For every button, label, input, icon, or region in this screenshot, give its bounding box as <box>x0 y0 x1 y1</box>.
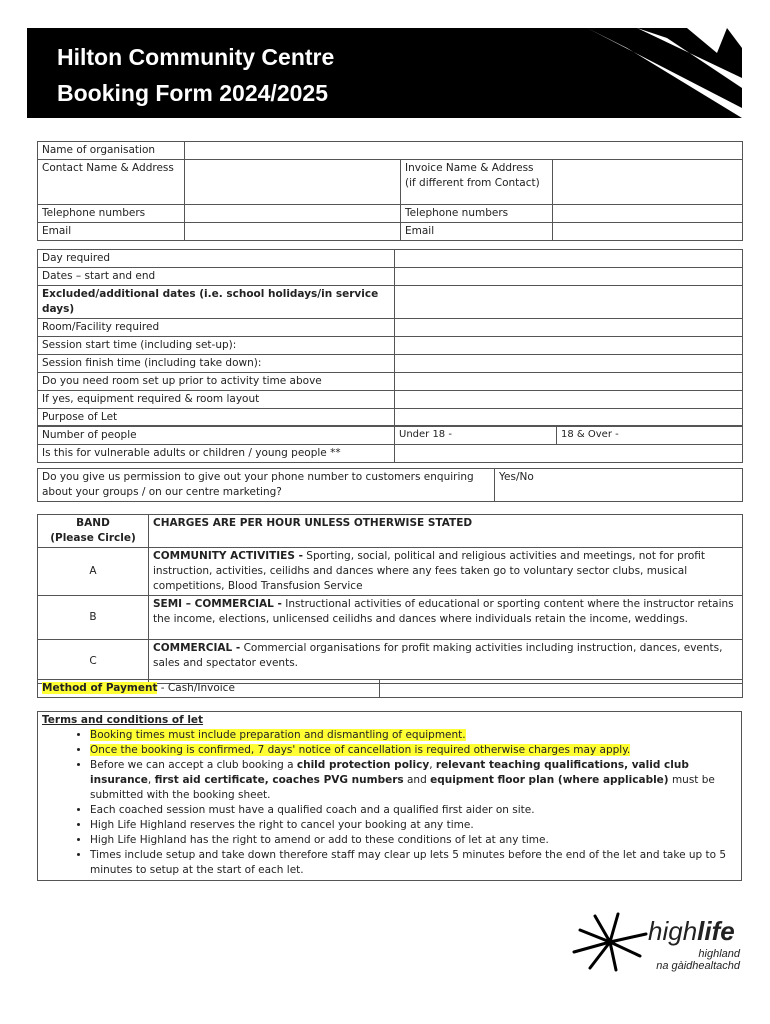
band-header: BAND (Please Circle) <box>38 515 149 548</box>
payment-table <box>37 679 743 698</box>
over-18-field[interactable]: 18 & Over - <box>557 426 743 445</box>
logo-subtitle: highland na gàidhealtachd <box>656 948 740 972</box>
permission-question: Do you give us permission to give out your phone number to customers enquiring about your groups / on our centre marketing? <box>38 469 495 502</box>
term-item: • High Life Highland reserves the right to cancel your booking at any time. <box>90 818 737 833</box>
header-banner <box>27 28 742 118</box>
invoice-email-label: Email <box>401 223 553 241</box>
start-time-label: Session start time (including set-up): <box>38 337 395 355</box>
term-item: • High Life Highland has the right to amend or add to these conditions of let at any time. <box>90 833 737 848</box>
invoice-field[interactable] <box>553 160 743 205</box>
invoice-email-field[interactable] <box>553 223 743 241</box>
finish-time-field[interactable] <box>395 355 743 373</box>
permission-table <box>37 468 743 502</box>
band-b-description: SEMI – COMMERCIAL - Instructional activities of educational or sporting content where the instructor retains the income, elections, unlicensed ceilidhs and dances where individuals retain the income, weddings. <box>149 596 743 640</box>
payment-label: Method of Payment <box>42 682 158 694</box>
payment-blank <box>380 680 743 698</box>
purpose-field[interactable] <box>395 409 743 427</box>
logo-starburst-icon <box>570 912 650 972</box>
email-field[interactable] <box>185 223 401 241</box>
equipment-field[interactable] <box>395 391 743 409</box>
contact-label: Contact Name & Address <box>38 160 185 205</box>
number-of-people-label: Number of people <box>38 426 395 445</box>
setup-field[interactable] <box>395 373 743 391</box>
phone-label: Telephone numbers <box>38 205 185 223</box>
band-a-description: COMMUNITY ACTIVITIES - Sporting, social, political and religious activities and meetings, not for profit instruction, activities, ceilidhs and dances where any fees taken go to voluntary sector clubs, musical competitions, Blood Transfusion Service <box>149 548 743 596</box>
booking-details-table <box>37 249 743 427</box>
term-item: • Booking times must include preparation and dismantling of equipment. <box>90 728 737 743</box>
term-item: • Times include setup and take down therefore staff may clear up lets 5 minutes before the end of the let and take up to 5 minutes to setup at the start of each let. <box>90 848 737 878</box>
band-c[interactable]: C <box>38 640 149 684</box>
form-title-line1: Hilton Community Centre <box>57 44 335 70</box>
finish-time-label: Session finish time (including take down): <box>38 355 395 373</box>
invoice-phone-field[interactable] <box>553 205 743 223</box>
invoice-phone-label: Telephone numbers <box>401 205 553 223</box>
org-label: Name of organisation <box>38 142 185 160</box>
charges-table <box>37 514 743 684</box>
vulnerable-field[interactable] <box>395 445 743 463</box>
dates-field[interactable] <box>395 268 743 286</box>
under-18-field[interactable]: Under 18 - <box>395 426 557 445</box>
setup-label: Do you need room set up prior to activity time above <box>38 373 395 391</box>
logo-wordmark: highlife <box>648 916 735 946</box>
equipment-label: If yes, equipment required & room layout <box>38 391 395 409</box>
room-label: Room/Facility required <box>38 319 395 337</box>
day-label: Day required <box>38 250 395 268</box>
org-field[interactable] <box>185 142 743 160</box>
highlife-highland-logo <box>570 910 750 980</box>
room-field[interactable] <box>395 319 743 337</box>
contact-field[interactable] <box>185 160 401 205</box>
terms-heading: Terms and conditions of let <box>42 714 204 726</box>
excluded-dates-label: Excluded/additional dates (i.e. school holidays/in service days) <box>38 286 395 319</box>
band-b[interactable]: B <box>38 596 149 640</box>
charges-header: CHARGES ARE PER HOUR UNLESS OTHERWISE STATED <box>149 515 743 548</box>
invoice-label: Invoice Name & Address (if different from Contact) <box>401 160 553 205</box>
terms-section <box>37 711 742 881</box>
band-c-description: COMMERCIAL - Commercial organisations for profit making activities including instruction, dances, events, sales and spectator events. <box>149 640 743 684</box>
purpose-label: Purpose of Let <box>38 409 395 427</box>
form-title-line2: Booking Form 2024/2025 <box>57 80 328 106</box>
start-time-field[interactable] <box>395 337 743 355</box>
contact-table <box>37 141 743 241</box>
term-item: • Each coached session must have a qualified coach and a qualified first aider on site. <box>90 803 737 818</box>
payment-value: - Cash/Invoice <box>157 682 235 694</box>
phone-field[interactable] <box>185 205 401 223</box>
payment-method[interactable] <box>38 680 380 698</box>
email-label: Email <box>38 223 185 241</box>
day-field[interactable] <box>395 250 743 268</box>
dates-label: Dates – start and end <box>38 268 395 286</box>
term-item: • Once the booking is confirmed, 7 days' notice of cancellation is required otherwise charges may apply. <box>90 743 737 758</box>
terms-list <box>42 728 737 878</box>
excluded-dates-field[interactable] <box>395 286 743 319</box>
term-item: • Before we can accept a club booking a child protection policy, relevant teaching qualifications, valid club insurance, first aid certificate, coaches PVG numbers and equipment floor plan (where applicable) must be submitted with the booking sheet. <box>90 758 737 803</box>
vulnerable-label: Is this for vulnerable adults or children / young people ** <box>38 445 395 463</box>
people-table <box>37 425 743 463</box>
band-a[interactable]: A <box>38 548 149 596</box>
permission-answer[interactable]: Yes/No <box>495 469 743 502</box>
